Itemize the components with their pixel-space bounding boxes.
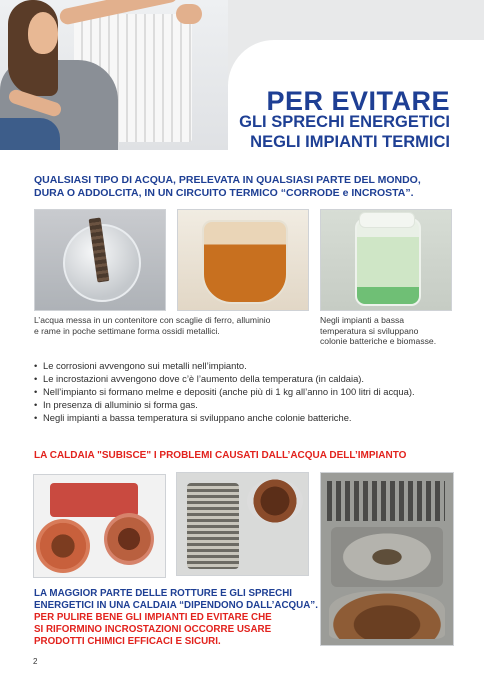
page-title: PER EVITARE xyxy=(266,86,450,116)
hero-photo-woman-radiator xyxy=(0,0,228,150)
conclusion-red-text: PER PULIRE BENE GLI IMPIANTI ED EVITARE CHE SI RIFORMINO INCROSTAZIONI OCCORRE USARE PRODOTTI CHIMICI EFFICACI E SICURI. xyxy=(34,612,272,648)
bullet-list xyxy=(34,359,474,424)
list-item: • Le incrostazioni avvengono dove c’è l’aumento della temperatura (in caldaia). xyxy=(34,372,474,385)
photo-heat-exchanger-scale xyxy=(176,472,309,576)
page-number: 2 xyxy=(33,657,38,666)
intro-text: QUALSIASI TIPO DI ACQUA, PRELEVATA IN QUALSIASI PARTE DEL MONDO, DURA O ADDOLCITA, IN UN CIRCUITO TERMICO “CORRODE e INCROSTA”. xyxy=(34,174,421,199)
section-heading: LA CALDAIA "SUBISCE" I PROBLEMI CAUSATI DALL’ACQUA DELL’IMPIANTO xyxy=(34,450,407,461)
photo-glass-metal-scraps xyxy=(34,209,166,311)
photo-rusty-water-cup xyxy=(177,209,309,311)
header-band xyxy=(228,0,484,40)
list-item: • In presenza di alluminio si forma gas. xyxy=(34,398,474,411)
photo-corroded-pump xyxy=(33,474,166,578)
caption-left: L’acqua messa in un contenitore con scaglie di ferro, alluminio e rame in poche settimane forma ossidi metallici. xyxy=(34,315,271,336)
photo-bacteria-jar xyxy=(320,209,452,311)
conclusion-blue-text: LA MAGGIOR PARTE DELLE ROTTURE E GLI SPRECHI ENERGETICI IN UNA CALDAIA “DIPENDONO DALL’ACQUA”. xyxy=(34,588,318,612)
list-item: • Negli impianti a bassa temperatura si sviluppano anche colonie batteriche. xyxy=(34,411,474,424)
list-item: • Le corrosioni avvengono sui metalli nell’impianto. xyxy=(34,359,474,372)
caption-right: Negli impianti a bassa temperatura si sviluppano colonie batteriche e biomasse. xyxy=(320,315,437,346)
page-subtitle: GLI SPRECHI ENERGETICI NEGLI IMPIANTI TERMICI xyxy=(239,113,450,151)
list-item: • Nell’impianto si formano melme e depositi (anche più di 1 kg all’anno in 100 litri di acqua). xyxy=(34,385,474,398)
photo-boiler-sludge xyxy=(320,472,454,646)
